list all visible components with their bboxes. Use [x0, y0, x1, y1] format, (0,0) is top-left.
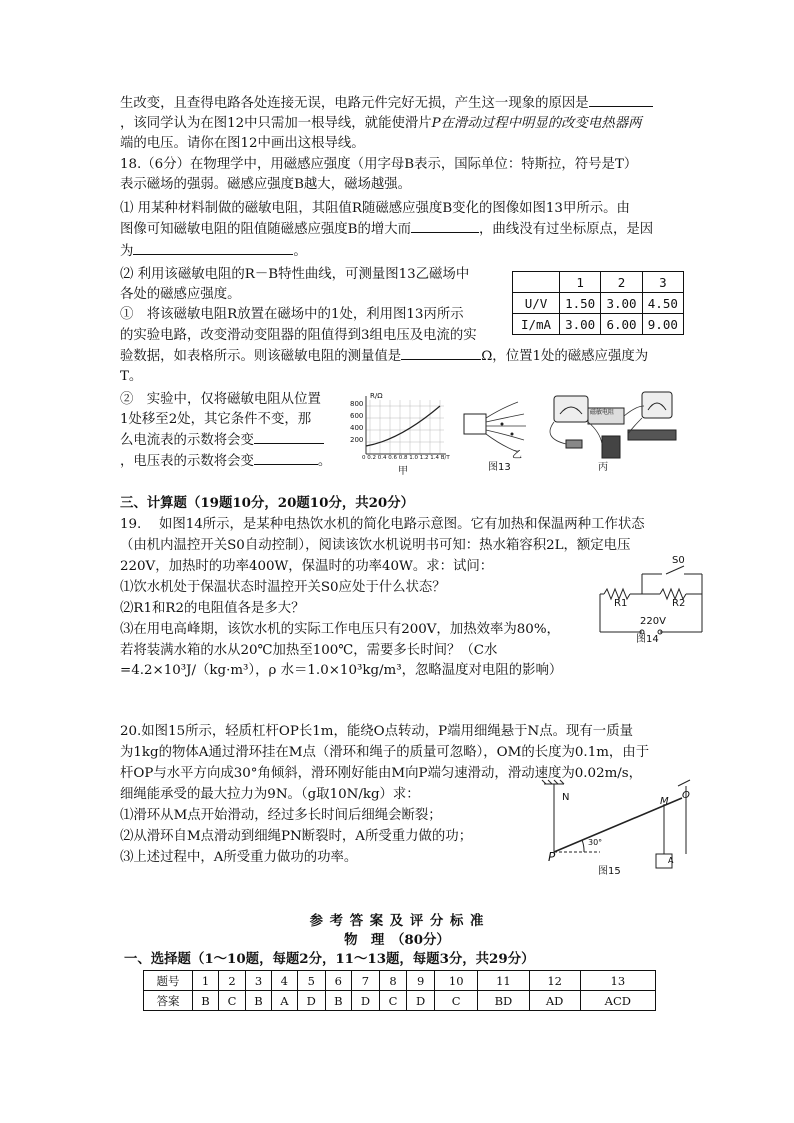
q18-text: 18.（6分）在物理学中，用磁感应强度（用字母B表示，国际单位：特斯拉，符号是T）: [120, 157, 638, 172]
data-table: 1 2 3 U/V 1.50 3.00 4.50 I/mA 3.00 6.00 9.00: [512, 271, 684, 335]
q19-text: 若将装满水箱的水从20℃加热至100℃，需要多长时间？（C水: [120, 643, 498, 658]
fig15-angle: 30°: [588, 838, 603, 847]
q19-text: 19. 如图14所示，是某种电热饮水机的简化电路示意图。它有加热和保温两种工作状态: [120, 517, 645, 532]
q18-text: T。: [120, 369, 143, 384]
fig13-ytick: 400: [350, 424, 364, 432]
fig15-a: A: [668, 856, 674, 865]
q19-text: 220V，加热时的功率400W，保温时的功率40W。求：试问：: [120, 559, 494, 574]
q18-text: 么电流表的示数将会变: [120, 431, 324, 450]
q18-text: 验数据，如表格所示。则该磁敏电阻的测量值是 Ω，位置1处的磁感应强度为: [120, 349, 649, 364]
q20-text: 为1kg的物体A通过滑环挂在M点（滑环和绳子的质量可忽略），OM的长度为0.1m，由于: [120, 745, 650, 760]
fig13-ytick: 800: [350, 400, 364, 408]
text-line: 生改变，且查得电路各处连接无误，电路元件完好无损，产生这一现象的原因是: [120, 94, 653, 113]
fig13-ylabel: R/Ω: [370, 392, 383, 400]
text-line: ，该同学认为在图12中只需加一根导线，就能使滑片P在滑动过程中明显的改变电热器两: [120, 116, 642, 131]
q18-text: 1处移至2处，其它条件不变，那: [120, 412, 312, 427]
fig13-xticks: 0 0.2 0.4 0.6 0.8 1.0 1.2 1.4 B/T: [362, 455, 450, 461]
fig14-r2: R2: [672, 598, 686, 609]
q18-text: 图像可知磁敏电阻的阻值随磁感应强度B的增大而 ，曲线没有过坐标原点，是因: [120, 222, 654, 237]
answer-title: 参 考 答 案 及 评 分 标 准: [309, 913, 485, 929]
q20-text: ⑵从滑环自M点滑动到细绳PN断裂时，A所受重力做的功；: [120, 829, 473, 844]
q18-text: ，电压表的示数将会变 。: [120, 454, 332, 469]
fig15-n: N: [562, 792, 570, 803]
q19-text: ⑵R1和R2的电阻值各是多大？: [120, 601, 305, 616]
fig15-o: O: [682, 790, 690, 801]
answer-key-row: 答案 B C B A D B D C D C BD AD ACD: [144, 991, 656, 1011]
q18-text: 各处的磁感应强度。: [120, 287, 241, 302]
fig13-device-label: 磁敏电阻: [590, 409, 615, 416]
q19-text: ⑴饮水机处于保温状态时温控开关S0应处于什么状态？: [120, 580, 446, 595]
fig15-caption: 图15: [598, 866, 621, 877]
fig13-jia: 甲: [398, 466, 408, 477]
text-line: 端的电压。请你在图12中画出这根导线。: [120, 136, 365, 151]
fig13-circuit-photo: [540, 388, 685, 466]
section-heading: 三、计算题（19题10分，20题10分，共20分）: [120, 495, 415, 511]
q18-text: ① 将该磁敏电阻R放置在磁场中的1处，利用图13丙所示: [120, 307, 464, 322]
q19-text: （由机内温控开关S0自动控制），阅读该饮水机说明书可知：热水箱容积2L，额定电压: [120, 538, 631, 553]
q20-text: 细绳能承受的最大拉力为9N。（g取10N/kg）求：: [120, 787, 420, 802]
answer-table: [143, 970, 656, 1011]
q20-text: 杆OP与水平方向成30°角倾斜，滑环刚好能由M向P端匀速滑动，滑动速度为0.02m/s，: [120, 766, 643, 781]
answer-number-row: 题号 1 2 3 4 5 6 7 8 9 10 11 12 13: [144, 971, 656, 991]
q20-text: ⑴滑环从M点开始滑动，经过多长时间后细绳会断裂；: [120, 808, 442, 823]
q19-text: ⑶在用电高峰期，该饮水机的实际工作电压只有200V，加热效率为80%，: [120, 622, 560, 637]
q20-text: ⑶上述过程中，A所受重力做功的功率。: [120, 850, 358, 865]
fig13-ytick: 200: [350, 436, 364, 444]
q18-text: 的实验电路，改变滑动变阻器的阻值得到3组电压及电流的实: [120, 328, 477, 343]
q20-text: 20.如图15所示，轻质杠杆OP长1m，能绕O点转动，P端用细绳悬于N点。现有一质量: [120, 724, 633, 739]
fig14-r1: R1: [614, 598, 628, 609]
fig14-s0: S0: [672, 555, 685, 566]
fig15-m: M: [660, 796, 669, 807]
q19-text: =4.2×10³J/（kg·m³），ρ 水＝1.0×10³kg/m³，忽略温度对电阻的影响）: [120, 663, 563, 678]
fig13-yi: 乙: [512, 450, 522, 461]
q18-text: 为 。: [120, 244, 307, 259]
fig13-bing: 丙: [598, 462, 608, 473]
fig15-p: P: [548, 850, 556, 864]
fig13-ytick: 600: [350, 412, 364, 420]
q18-text: ⑴ 用某种材料制做的磁敏电阻，其阻值R随磁感应强度B变化的图像如图13甲所示。由: [120, 201, 630, 216]
answer-section-heading: 一、选择题（1～10题，每题2分，11～13题，每题3分，共29分）: [124, 951, 535, 967]
fig14-caption: 图14: [636, 634, 659, 645]
q18-text: 表示磁场的强弱。磁感应强度B越大，磁场越强。: [120, 177, 412, 192]
fig14-voltage: 220V: [640, 616, 666, 627]
q18-text: ⑵ 利用该磁敏电阻的R－B特性曲线，可测量图13乙磁场中: [120, 267, 470, 282]
q18-text: ② 实验中，仅将磁敏电阻从位置: [120, 392, 321, 407]
fig13-caption: 图13: [488, 462, 511, 473]
answer-subtitle: 物 理 （80分）: [344, 932, 450, 948]
